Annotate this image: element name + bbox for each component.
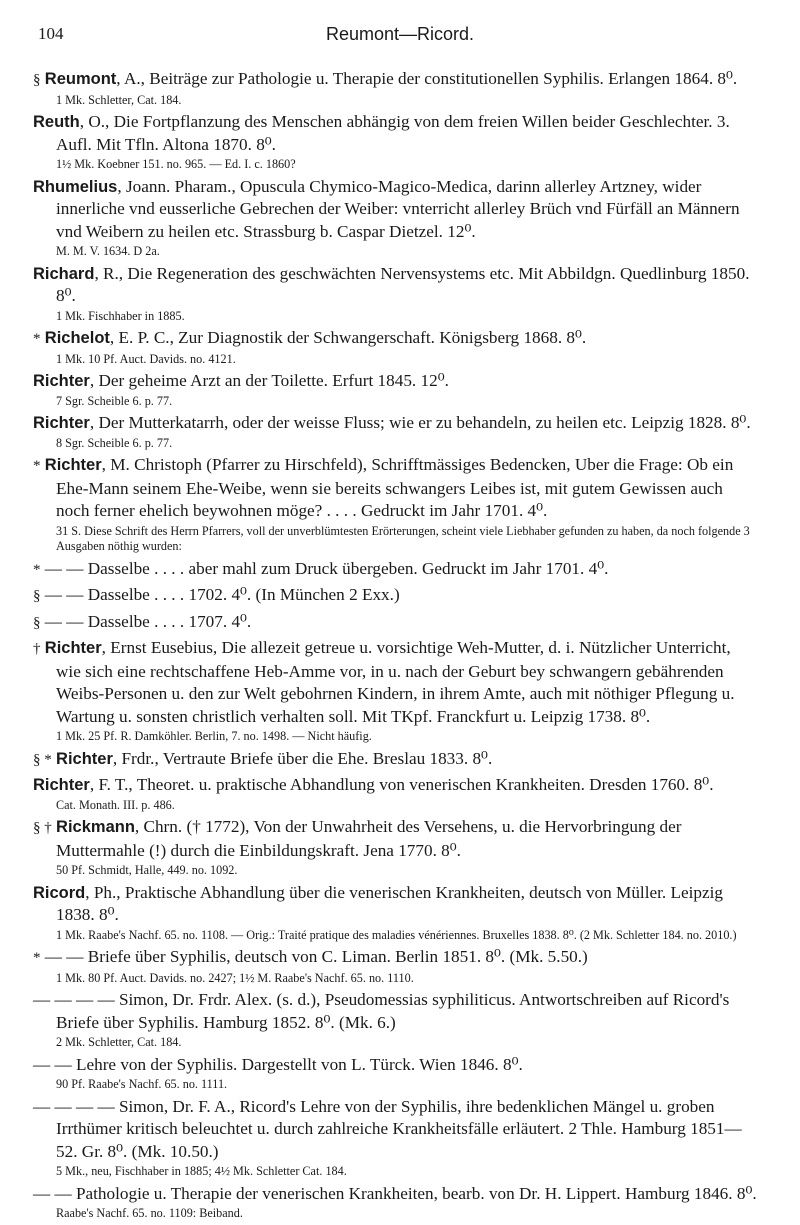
- bibliography-entry: [33, 946, 759, 986]
- entry-body: , E. P. C., Zur Diagnostik der Schwangerschaft. Königsberg 1868. 8⁰.: [109, 328, 587, 347]
- entry-note: 7 Sgr. Scheible 6. p. 77.: [56, 393, 173, 408]
- entry-mark: § †: [33, 820, 52, 836]
- entry-mark: †: [33, 641, 41, 657]
- entry-note: 1 Mk. Schletter, Cat. 184.: [56, 92, 182, 107]
- entry-note: 8 Sgr. Scheible 6. p. 77.: [56, 435, 173, 450]
- bibliography-entry: [33, 68, 759, 108]
- bibliography-entry: [33, 816, 759, 879]
- entry-note: Raabe's Nachf. 65. no. 1109: Beiband.: [56, 1206, 243, 1220]
- bibliography-entry: [33, 327, 759, 367]
- bibliography-entry: [33, 263, 759, 325]
- entry-mark: *: [33, 331, 41, 347]
- entry-text: [33, 1054, 759, 1077]
- bibliography-entry: [33, 774, 759, 813]
- entry-heading: Richter: [33, 372, 90, 390]
- entry-text: [33, 176, 759, 244]
- entry-heading: Rickmann: [56, 818, 135, 836]
- entry-mark: § *: [33, 751, 52, 768]
- entry-body: , Der geheime Arzt an der Toilette. Erfurt 1845. 12⁰.: [89, 371, 449, 390]
- entry-note: 1 Mk. 25 Pf. R. Damköhler. Berlin, 7. no. 1498. — Nicht häufig.: [56, 729, 372, 743]
- bibliography-entry: [33, 637, 759, 745]
- entry-note: 1 Mk. Raabe's Nachf. 65. no. 1108. — Orig.: Traité pratique des maladies vénériennes. Bruxelles 1838. 8⁰. (2 Mk. Schletter 184. no. 2010.): [56, 927, 737, 942]
- entry-body: — — Dasselbe . . . . aber mahl zum Druck übergeben. Gedruckt im Jahr 1701. 4⁰.: [44, 558, 609, 578]
- entry-note: 90 Pf. Raabe's Nachf. 65. no. 1111.: [56, 1077, 228, 1091]
- entry-mark: *: [33, 458, 41, 474]
- entry-heading: Richter: [33, 776, 90, 794]
- entry-note: 1 Mk. Fischhaber in 1885.: [56, 308, 185, 323]
- entry-mark: §: [33, 614, 41, 631]
- entry-body: , M. Christoph (Pfarrer zu Hirschfeld), Schrifftmässiges Bedencken, Uber die Frage: Ob ein Ehe-Mann seinem Ehe-Weibe, wenn sie bereits schwangers Leibes ist, mit gutem Gewissen auch noch ferner ehelich beywohnen möge? . . . . Gedruckt im Jahr 1701. 4⁰.: [56, 455, 734, 520]
- entry-heading: Ricord: [33, 883, 86, 902]
- entry-note: 31 S. Diese Schrift des Herrn Pfarrers, voll der unverblümtesten Erörterungen, scheint viele Liebhaber gefunden zu haben, da noch folgende 3 Ausgaben nöthig wurden:: [56, 523, 750, 553]
- page-number: 104: [38, 24, 64, 43]
- entry-body: — — — — Simon, Dr. F. A., Ricord's Lehre von der Syphilis, ihre bedenklichen Mängel u. groben Irrthümer kritisch beleuchtet u. durch zahlreiche Krankheitsfälle erläutert. 2 Thle. Hamburg 1851—52. Gr. 8⁰. (Mk. 10.50.): [33, 1096, 742, 1161]
- bibliography-entry: [33, 584, 759, 608]
- entry-text: [33, 611, 759, 635]
- entry-note: M. M. V. 1634. D 2a.: [56, 244, 160, 258]
- entry-heading: Rhumelius: [33, 177, 118, 196]
- entry-body: — — — — Simon, Dr. Frdr. Alex. (s. d.), Pseudomessias syphiliticus. Antwortschreiben auf Ricord's Briefe über Syphilis. Hamburg 1852. 8⁰. (Mk. 6.): [33, 990, 730, 1032]
- entry-body: — — Dasselbe . . . . 1707. 4⁰.: [44, 611, 252, 631]
- bibliography-entry: [33, 882, 759, 944]
- entry-heading: Reumont: [44, 70, 117, 88]
- entry-body: , Der Mutterkatarrh, oder der weisse Fluss; wie er zu behandeln, zu heilen etc. Leipzig 1828. 8⁰.: [89, 413, 751, 432]
- entry-text: [33, 68, 759, 92]
- entry-heading: Richter: [44, 639, 102, 657]
- entry-mark: *: [33, 950, 41, 966]
- bibliography-entry: [33, 412, 759, 451]
- entry-body: — — Briefe über Syphilis, deutsch von C. Liman. Berlin 1851. 8⁰. (Mk. 5.50.): [44, 947, 588, 966]
- entry-body: , Joann. Pharam., Opuscula Chymico-Magico-Medica, darinn allerley Artzney, wider innerliche vnd eusserliche Gebrechen der Weiber: vnterricht allerley Brüch vnd Fürfäll an Männern vnd Weibern zu heilen etc. Strassburg b. Caspar Dietzel. 12⁰.: [56, 176, 740, 241]
- entry-heading: Richard: [33, 264, 95, 283]
- entry-body: , Frdr., Vertraute Briefe über die Ehe. Breslau 1833. 8⁰.: [112, 748, 493, 768]
- entry-body: , F. T., Theoret. u. praktische Abhandlung von venerischen Krankheiten. Dresden 1760. 8⁰.: [89, 775, 714, 794]
- entry-text: [33, 263, 759, 308]
- entry-text: [33, 637, 759, 728]
- entry-heading: Richter: [44, 456, 102, 474]
- entry-body: , Ph., Praktische Abhandlung über die venerischen Krankheiten, deutsch von Müller. Leipzig 1838. 8⁰.: [56, 882, 723, 924]
- bibliography-entry: [33, 989, 759, 1051]
- entry-text: [33, 816, 759, 862]
- running-title: Reumont—Ricord.: [325, 24, 475, 44]
- entry-text: [33, 111, 759, 156]
- entry-text: [33, 748, 759, 772]
- entry-text: [33, 370, 759, 393]
- entry-heading: Richter: [33, 414, 90, 432]
- bibliography-entry: [33, 748, 759, 772]
- entry-text: [33, 327, 759, 351]
- bibliography-entry: [33, 454, 759, 555]
- bibliography-entry: [33, 176, 759, 260]
- entry-mark: §: [33, 588, 41, 604]
- entry-text: [33, 412, 759, 435]
- bibliography-entry: [33, 558, 759, 582]
- entry-body: — — Pathologie u. Therapie der venerischen Krankheiten, bearb. von Dr. H. Lippert. Hamburg 1846. 8⁰.: [33, 1183, 757, 1203]
- bibliography-entry: [33, 611, 759, 635]
- entry-text: [33, 558, 759, 582]
- entry-body: , R., Die Regeneration des geschwächten Nervensystems etc. Mit Abbildgn. Quedlinburg 1850. 8⁰.: [56, 263, 750, 305]
- entry-mark: *: [33, 561, 41, 578]
- bibliography-entry: [33, 370, 759, 409]
- entry-body: , Chrn. († 1772), Von der Unwahrheit des Versehens, u. die Hervorbringung der Muttermahle (!) durch die Einbildungskraft. Jena 1770. 8⁰.: [56, 817, 682, 860]
- bibliography-entry: [33, 1183, 759, 1222]
- entry-note: Cat. Monath. III. p. 486.: [56, 797, 175, 812]
- entry-heading: Reuth: [33, 113, 80, 131]
- entry-note: 1 Mk. 80 Pf. Auct. Davids. no. 2427; 1½ M. Raabe's Nachf. 65. no. 1110.: [56, 970, 414, 985]
- page-header: [38, 24, 762, 48]
- entry-text: [33, 882, 759, 927]
- entry-note: 1 Mk. 10 Pf. Auct. Davids. no. 4121.: [56, 351, 236, 366]
- bibliography-list: [33, 68, 759, 1225]
- entry-text: [33, 774, 759, 797]
- entry-body: , Ernst Eusebius, Die allezeit getreue u. vorsichtige Weh-Mutter, d. i. Nützlicher Unterricht, wie sich eine rechtschaffene Heb-Amme vor, in u. nach der Geburt bey schwangern gebährenden Weibs-Personen u. den zur Welt gebohrnen Kindern, in ihrem Amte, auch mit nöthiger Pflegung u. Wartung u. sonsten christlich verhalten soll. Mit TKpf. Franckfurt u. Leipzig 1738. 8⁰.: [56, 638, 735, 726]
- entry-body: — — Dasselbe . . . . 1702. 4⁰. (In München 2 Exx.): [44, 585, 400, 604]
- entry-body: , A., Beiträge zur Pathologie u. Therapie der constitutionellen Syphilis. Erlangen 1864. 8⁰.: [116, 69, 738, 88]
- entry-mark: §: [33, 72, 41, 88]
- entry-text: [33, 1096, 759, 1164]
- bibliography-entry: [33, 111, 759, 173]
- entry-text: [33, 1183, 759, 1206]
- entry-note: 50 Pf. Schmidt, Halle, 449. no. 1092.: [56, 863, 238, 877]
- entry-heading: Richter: [56, 749, 113, 768]
- entry-text: [33, 454, 759, 523]
- entry-text: [33, 584, 759, 608]
- entry-note: 1½ Mk. Koebner 151. no. 965. — Ed. I. c. 1860?: [56, 157, 296, 171]
- entry-note: 2 Mk. Schletter, Cat. 184.: [56, 1035, 182, 1049]
- entry-text: [33, 989, 759, 1034]
- entry-body: — — Lehre von der Syphilis. Dargestellt von L. Türck. Wien 1846. 8⁰.: [33, 1054, 523, 1074]
- entry-text: [33, 946, 759, 970]
- bibliography-entry: [33, 1096, 759, 1180]
- entry-body: , O., Die Fortpflanzung des Menschen abhängig von dem freien Willen beider Geschlechter. 3. Aufl. Mit Tfln. Altona 1870. 8⁰.: [56, 112, 730, 154]
- bibliography-entry: [33, 1054, 759, 1093]
- entry-heading: Richelot: [44, 329, 110, 347]
- entry-note: 5 Mk., neu, Fischhaber in 1885; 4½ Mk. Schletter Cat. 184.: [56, 1164, 347, 1178]
